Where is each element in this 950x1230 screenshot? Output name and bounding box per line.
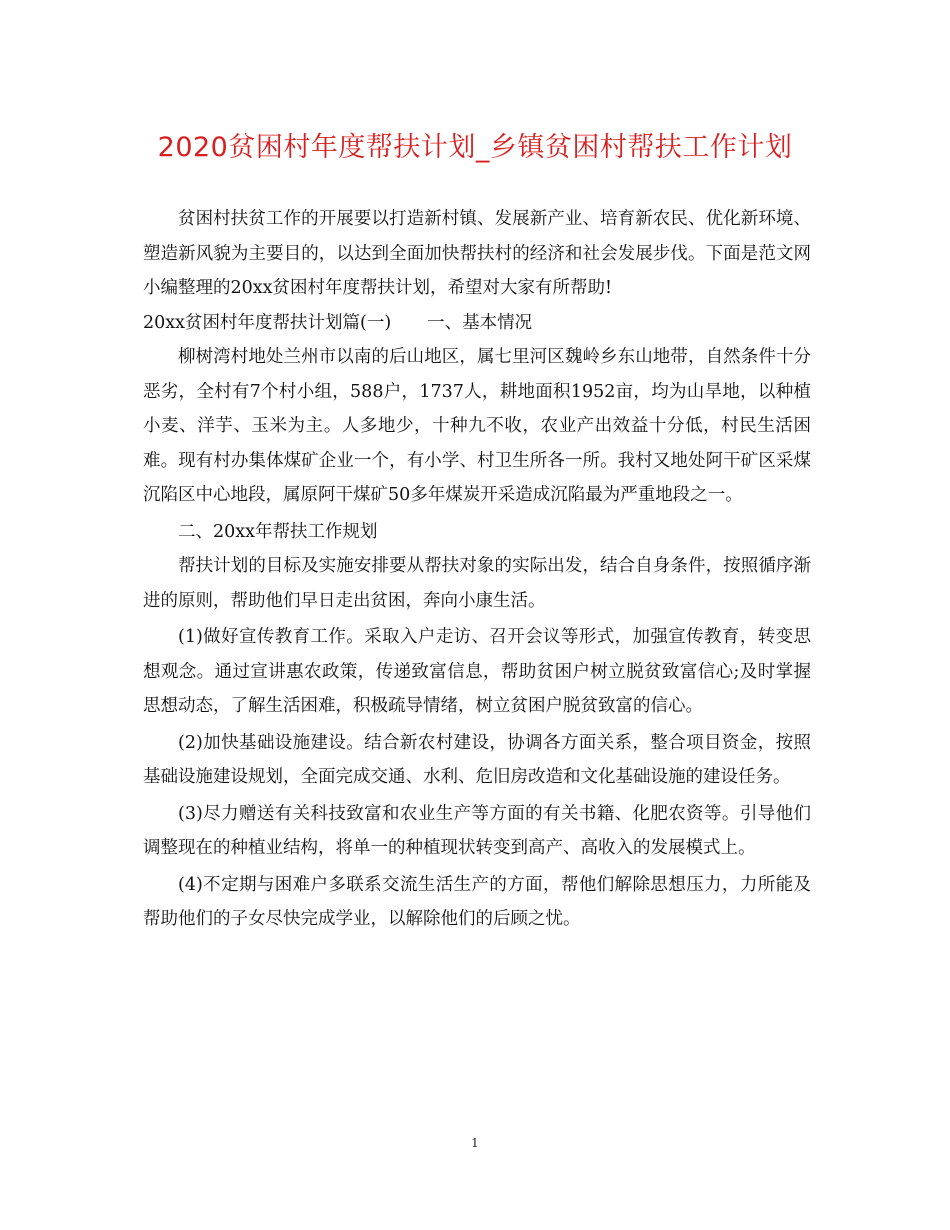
section2-heading: 二、20xx年帮扶工作规划 bbox=[178, 521, 378, 542]
plan-heading-line bbox=[143, 306, 811, 341]
intro-paragraph: 贫困村扶贫工作的开展要以打造新村镇、发展新产业、培育新农民、优化新环境、塑造新风貌为主要目的，以达到全面加快帮扶村的经济和社会发展步伐。下面是范文网小编整理的20xx贫困村年度帮扶计划，希望对大家有所帮助! bbox=[143, 209, 811, 298]
plan-goal-paragraph: 帮扶计划的目标及实施安排要从帮扶对象的实际出发，结合自身条件，按照循序渐进的原则，帮助他们早日走出贫困，奔向小康生活。 bbox=[143, 556, 811, 611]
item2-paragraph: (2)加快基础设施建设。结合新农村建设，协调各方面关系，整合项目资金，按照基础设施建设规划，全面完成交通、水利、危旧房改造和文化基础设施的建设任务。 bbox=[143, 732, 811, 787]
item3-paragraph: (3)尽力赠送有关科技致富和农业生产等方面的有关书籍、化肥农资等。引导他们调整现在的种植业结构，将单一的种植现状转变到高产、高收入的发展模式上。 bbox=[143, 803, 811, 858]
item1-paragraph: (1)做好宣传教育工作。采取入户走访、召开会议等形式，加强宣传教育，转变思想观念。通过宣讲惠农政策，传递致富信息，帮助贫困户树立脱贫致富信心;及时掌握思想动态，了解生活困难，积极疏导情绪，树立贫困户脱贫致富的信心。 bbox=[143, 627, 811, 716]
section1-heading: 一、基本情况 bbox=[427, 312, 533, 333]
item4-paragraph: (4)不定期与困难户多联系交流生活生产的方面，帮他们解除思想压力，力所能及帮助他们的子女尽快完成学业，以解除他们的后顾之忧。 bbox=[143, 874, 811, 929]
document-body bbox=[143, 202, 811, 937]
basic-situation-paragraph: 柳树湾村地处兰州市以南的后山地区，属七里河区魏岭乡东山地带，自然条件十分恶劣，全村有7个村小组，588户，1737人，耕地面积1952亩，均为山旱地，以种植小麦、洋芋、玉米为主。人多地少，十种九不收，农业产出效益十分低，村民生活困难。现有村办集体煤矿企业一个，有小学、村卫生所各一所。我村又地处阿干矿区采煤沉陷区中心地段，属原阿干煤矿50多年煤炭开采造成沉陷最为严重地段之一。 bbox=[143, 347, 811, 505]
plan-heading: 20xx贫困村年度帮扶计划篇(一) bbox=[143, 312, 392, 333]
page-number: 1 bbox=[471, 1136, 479, 1150]
document-title: 2020贫困村年度帮扶计划_乡镇贫困村帮扶工作计划 bbox=[157, 132, 793, 163]
